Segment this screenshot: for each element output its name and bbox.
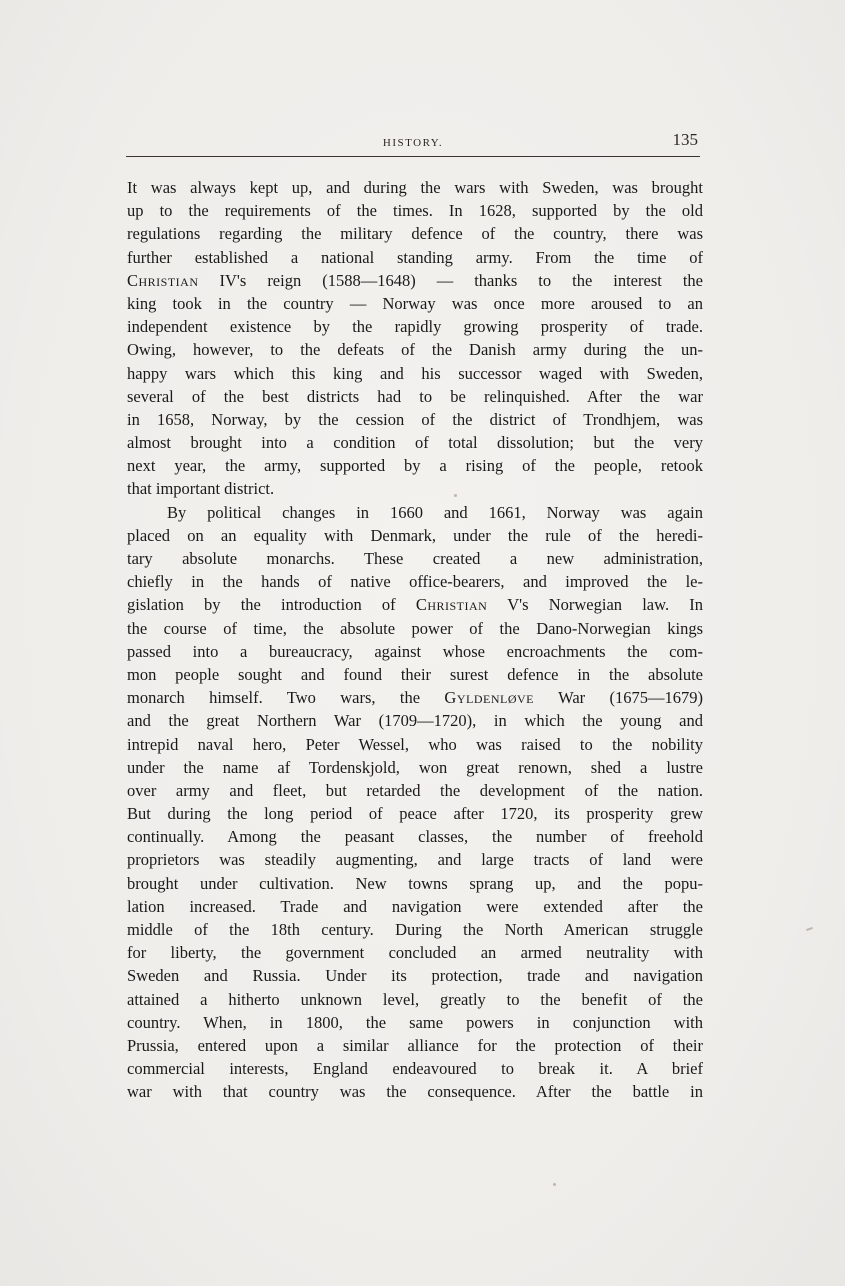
text-line: monarch himself. Two wars, the Gyldenløve War (1675—1679) [127, 688, 703, 708]
paper-speck [553, 1183, 556, 1186]
text-line: brought under cultivation. New towns sprang up, and the popu- [127, 873, 703, 893]
text-line: king took in the country — Norway was once more aroused to an [127, 293, 703, 313]
paper-speck [454, 494, 457, 497]
text-line: continually. Among the peasant classes, the number of freehold [127, 827, 703, 847]
text-line: By political changes in 1660 and 1661, Norway was again [167, 502, 703, 522]
text-line: that important district. [127, 479, 275, 499]
text-line: Christian IV's reign (1588—1648) — thanks to the interest the [127, 270, 703, 290]
paper-speck [806, 927, 813, 931]
text-line: It was always kept up, and during the wars with Sweden, was brought [127, 178, 703, 197]
text-line: and the great Northern War (1709—1720), in which the young and [127, 711, 703, 731]
text-line: commercial interests, England endeavoured to break it. A brief [127, 1059, 703, 1079]
text-line: happy wars which this king and his successor waged with Sweden, [127, 363, 703, 383]
text-line: middle of the 18th century. During the North American struggle [127, 920, 703, 939]
text-line: tary absolute monarchs. These created a new administration, [127, 549, 703, 568]
text-line: war with that country was the consequence. After the battle in [127, 1082, 703, 1102]
text-line: next year, the army, supported by a rising of the people, retook [127, 456, 703, 476]
text-line: intrepid naval hero, Peter Wessel, who was raised to the nobility [127, 734, 703, 754]
running-title: HISTORY. [382, 137, 444, 149]
text-line: proprietors was steadily augmenting, and large tracts of land were [127, 850, 703, 870]
text-line: the course of time, the absolute power of the Dano-Norwegian kings [127, 618, 703, 638]
text-line: under the name af Tordenskjold, won great renown, shed a lustre [127, 757, 703, 777]
text-line: independent existence by the rapidly growing prosperity of trade. [127, 317, 703, 337]
text-line: passed into a bureaucracy, against whose encroachments the com- [127, 641, 703, 661]
text-line: mon people sought and found their surest defence in the absolute [127, 664, 703, 684]
page-header [126, 128, 700, 158]
text-line: in 1658, Norway, by the cession of the district of Trondhjem, was [127, 409, 703, 429]
text-line: over army and fleet, but retarded the development of the nation. [127, 780, 703, 800]
text-line: further established a national standing army. From the time of [127, 247, 703, 267]
text-line: placed on an equality with Denmark, under the rule of the heredi- [127, 525, 703, 545]
body-text [127, 176, 703, 1104]
text-line: attained a hitherto unknown level, greatly to the benefit of the [127, 989, 703, 1009]
text-line: But during the long period of peace after 1720, its prosperity grew [127, 804, 703, 824]
text-line: several of the best districts had to be relinquished. After the war [127, 386, 703, 406]
text-line: Sweden and Russia. Under its protection, trade and navigation [127, 966, 703, 986]
text-line: up to the requirements of the times. In 1628, supported by the old [127, 201, 703, 221]
text-line: Owing, however, to the defeats of the Danish army during the un- [127, 340, 703, 360]
page-number: 135 [672, 130, 698, 149]
text-line: Prussia, entered upon a similar alliance for the protection of their [127, 1035, 703, 1055]
header-rule [126, 156, 700, 157]
text-line: for liberty, the government concluded an armed neutrality with [127, 943, 703, 963]
text-line: lation increased. Trade and navigation were extended after the [127, 896, 703, 916]
text-line: chiefly in the hands of native office-bearers, and improved the le- [127, 572, 703, 592]
text-line: country. When, in 1800, the same powers in conjunction with [127, 1012, 703, 1032]
text-line: regulations regarding the military defence of the country, there was [127, 224, 703, 244]
text-line: almost brought into a condition of total dissolution; but the very [127, 433, 703, 453]
text-line: gislation by the introduction of Christian V's Norwegian law. In [127, 595, 703, 615]
